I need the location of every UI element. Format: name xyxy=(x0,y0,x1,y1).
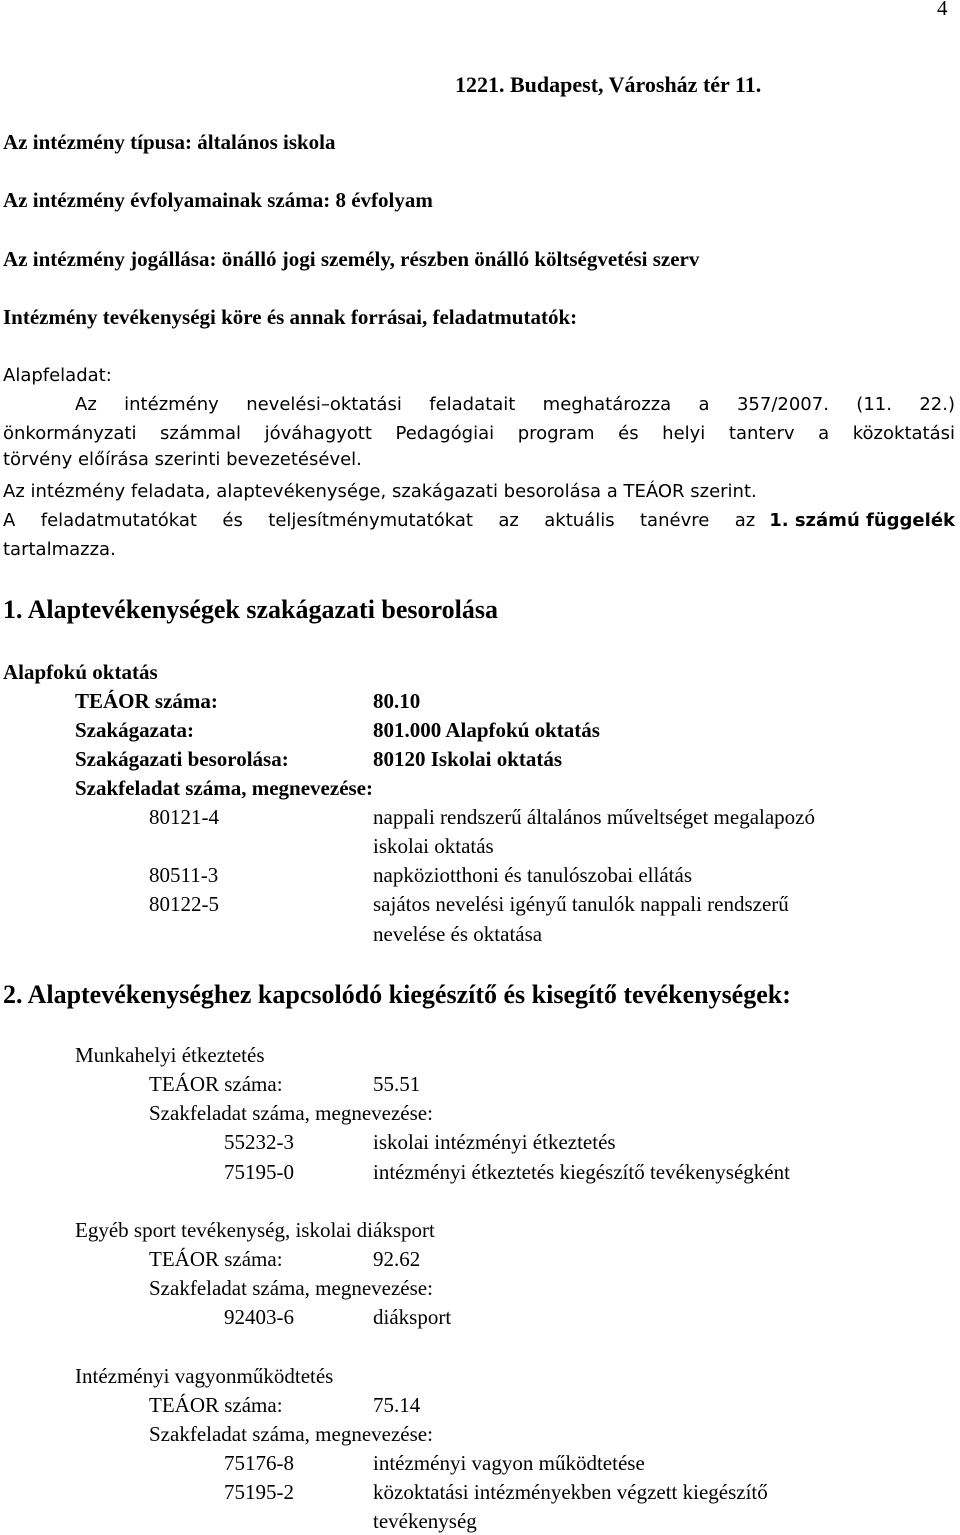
info-grades: Az intézmény évfolyamainak száma: 8 évfolyam xyxy=(3,188,433,212)
szakfeladat-name: nappali rendszerű általános műveltséget megalapozó xyxy=(373,805,815,829)
teaor-value: 75.14 xyxy=(373,1393,421,1417)
alapfeladat-p3-text: A feladatmutatókat és teljesítménymutatókat az aktuális tanévre az xyxy=(3,510,756,531)
szakfeladat-code: 75195-2 xyxy=(224,1480,294,1504)
szakfeladat-code: 75176-8 xyxy=(224,1451,294,1475)
alapfeladat-p1-line1: Az intézmény nevelési–oktatási feladatait meghatározza a 357/2007. (11. 22.) xyxy=(75,394,955,415)
szakfeladat-name: napköziotthoni és tanulószobai ellátás xyxy=(373,863,692,887)
szakfeladat-code: 92403-6 xyxy=(224,1305,294,1329)
alapfeladat-p3-line1 xyxy=(3,508,955,534)
group-title: Munkahelyi étkeztetés xyxy=(75,1043,265,1067)
szakfeladat-name: intézményi vagyon működtetése xyxy=(373,1451,645,1475)
szakfeladat-label: Szakfeladat száma, megnevezése: xyxy=(75,776,373,800)
section1-group-title: Alapfokú oktatás xyxy=(3,660,158,684)
teaor-label: TEÁOR száma: xyxy=(149,1247,283,1271)
szakfeladat-name: iskolai intézményi étkeztetés xyxy=(373,1130,616,1154)
info-scope: Intézmény tevékenységi köre és annak forrásai, feladatmutatók: xyxy=(3,305,578,329)
szakfeladat-name-cont: tevékenység xyxy=(373,1509,477,1533)
szakfeladat-code: 80121-4 xyxy=(149,805,219,829)
besorolas-label: Szakágazati besorolása: xyxy=(75,747,289,771)
alapfeladat-p1-line3: törvény előírása szerinti bevezetésével. xyxy=(3,449,362,470)
teaor-label: TEÁOR száma: xyxy=(75,689,218,713)
szakfeladat-name-cont: iskolai oktatás xyxy=(373,834,494,858)
teaor-label: TEÁOR száma: xyxy=(149,1393,283,1417)
alapfeladat-p3-line2: tartalmazza. xyxy=(3,539,116,560)
group-title: Intézményi vagyonműködtetés xyxy=(75,1364,334,1388)
szakfeladat-name: közoktatási intézményekben végzett kiegészítő xyxy=(373,1480,768,1504)
szakfeladat-code: 80122-5 xyxy=(149,892,219,916)
szakfeladat-name: diáksport xyxy=(373,1305,452,1329)
szakfeladat-code: 80511-3 xyxy=(149,863,219,887)
szakfeladat-name: intézményi étkeztetés kiegészítő tevékenységként xyxy=(373,1160,790,1184)
szakagazat-value: 801.000 Alapfokú oktatás xyxy=(373,718,600,742)
group-title: Egyéb sport tevékenység, iskolai diáksport xyxy=(75,1218,435,1242)
teaor-value: 80.10 xyxy=(373,689,421,713)
szakfeladat-label: Szakfeladat száma, megnevezése: xyxy=(149,1276,433,1300)
info-legal: Az intézmény jogállása: önálló jogi személy, részben önálló költségvetési szerv xyxy=(3,247,700,271)
page-number: 4 xyxy=(937,0,948,20)
szakfeladat-name: sajátos nevelési igényű tanulók nappali rendszerű xyxy=(373,892,789,916)
szakfeladat-code: 75195-0 xyxy=(224,1160,294,1184)
szakfeladat-code: 55232-3 xyxy=(224,1130,294,1154)
teaor-value: 55.51 xyxy=(373,1072,421,1096)
szakagazat-label: Szakágazata: xyxy=(75,718,194,742)
teaor-label: TEÁOR száma: xyxy=(149,1072,283,1096)
szakfeladat-name-cont: nevelése és oktatása xyxy=(373,922,543,946)
szakfeladat-label: Szakfeladat száma, megnevezése: xyxy=(149,1422,433,1446)
teaor-value: 92.62 xyxy=(373,1247,421,1271)
alapfeladat-p2: Az intézmény feladata, alaptevékenysége, szakágazati besorolása a TEÁOR szerint. xyxy=(3,481,757,502)
section1-heading: 1. Alaptevékenységek szakágazati besorolása xyxy=(3,595,498,624)
address: 1221. Budapest, Városház tér 11. xyxy=(455,72,762,97)
alapfeladat-label: Alapfeladat: xyxy=(3,365,112,386)
szakfeladat-label: Szakfeladat száma, megnevezése: xyxy=(149,1101,433,1125)
section2-heading: 2. Alaptevékenységhez kapcsolódó kiegészítő és kisegítő tevékenységek: xyxy=(3,980,791,1009)
appendix-reference: 1. számú függelék xyxy=(769,510,955,531)
besorolas-value: 80120 Iskolai oktatás xyxy=(373,747,563,771)
alapfeladat-p1-line2: önkormányzati számmal jóváhagyott Pedagógiai program és helyi tanterv a közoktatási xyxy=(3,423,955,444)
info-type: Az intézmény típusa: általános iskola xyxy=(3,130,336,154)
